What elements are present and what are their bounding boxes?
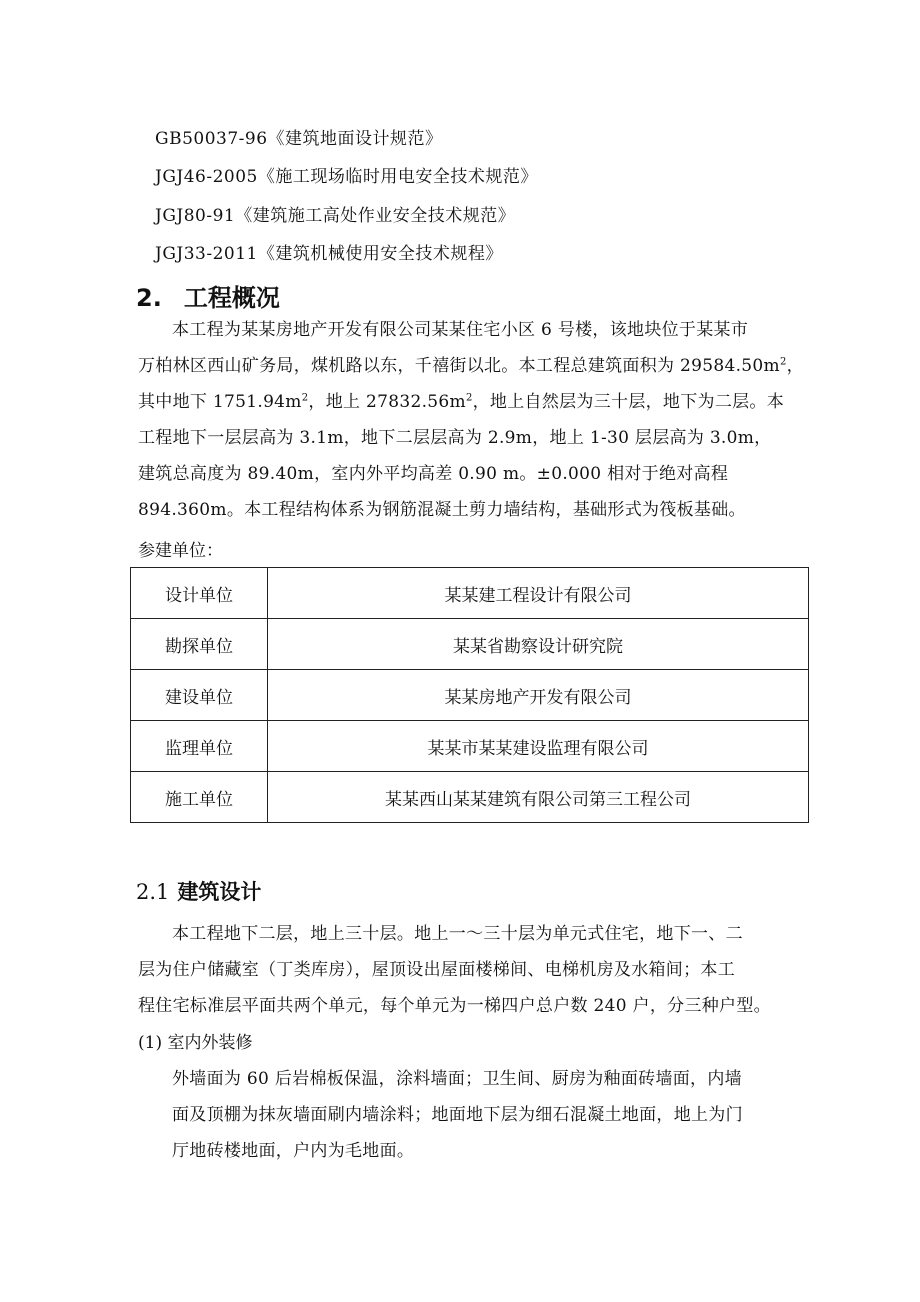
section-heading xyxy=(136,278,280,313)
standard-item: GB50037-96《建筑地面设计规范》 xyxy=(155,129,443,149)
unit-cell: 某某建工程设计有限公司 xyxy=(268,568,809,619)
superscript: 2 xyxy=(301,392,309,404)
overview-paragraph xyxy=(138,312,818,528)
role-cell: 施工单位 xyxy=(131,772,268,823)
line-text: ，地上自然层为三十层，地下为二层。本 xyxy=(472,392,785,412)
role-cell: 监理单位 xyxy=(131,721,268,772)
paragraph-line: 层为住户储藏室（丁类库房），屋顶设出屋面楼梯间、电梯机房及水箱间；本工 xyxy=(138,960,735,980)
line-text: 万柏林区西山矿务局，煤机路以东，千禧街以北。本工程总建筑面积为 29584.50m xyxy=(138,356,780,376)
table-row xyxy=(131,721,809,772)
paragraph-line xyxy=(138,384,818,420)
line-text: 其中地下 1751.94m xyxy=(138,392,302,412)
table-row xyxy=(131,670,809,721)
paragraph-line: 面及顶棚为抹灰墙面刷内墙涂料；地面地下层为细石混凝土地面，地上为门 xyxy=(172,1105,743,1125)
table-row xyxy=(131,772,809,823)
paragraph-line: 894.360m。本工程结构体系为钢筋混凝土剪力墙结构，基础形式为筏板基础。 xyxy=(138,500,746,520)
line-text: ，地上 27832.56m xyxy=(308,392,466,412)
subsection-title: 建筑设计 xyxy=(177,880,262,904)
paragraph-line: 本工程地下二层，地上三十层。地上一～三十层为单元式住宅，地下一、二 xyxy=(172,924,743,944)
unit-cell: 某某西山某某建筑有限公司第三工程公司 xyxy=(268,772,809,823)
participants-label: 参建单位： xyxy=(138,541,223,561)
superscript: 2 xyxy=(465,392,473,404)
unit-cell: 某某市某某建设监理有限公司 xyxy=(268,721,809,772)
paragraph-line: 外墙面为 60 后岩棉板保温，涂料墙面；卫生间、厨房为釉面砖墙面，内墙 xyxy=(172,1069,742,1089)
section-number: 2. xyxy=(136,284,162,312)
unit-cell: 某某房地产开发有限公司 xyxy=(268,670,809,721)
table-row xyxy=(131,619,809,670)
subsection-heading xyxy=(136,876,261,906)
decoration-paragraph xyxy=(172,1061,743,1169)
role-cell: 勘探单位 xyxy=(131,619,268,670)
participants-table xyxy=(130,567,809,823)
table-row xyxy=(131,568,809,619)
superscript: 2 xyxy=(779,356,787,368)
paragraph-line: 厅地砖楼地面，户内为毛地面。 xyxy=(172,1141,415,1161)
decoration-heading: (1) 室内外装修 xyxy=(138,1033,253,1053)
paragraph-line xyxy=(138,348,818,384)
paragraph-line: 建筑总高度为 89.40m，室内外平均高差 0.90 m。±0.000 相对于绝对高程 xyxy=(138,464,729,484)
subsection-number: 2.1 xyxy=(136,880,170,904)
paragraph-line: 程住宅标准层平面共两个单元，每个单元为一梯四户总户数 240 户，分三种户型。 xyxy=(138,996,771,1016)
standard-item: JGJ33-2011《建筑机械使用安全技术规程》 xyxy=(155,244,503,264)
standard-item: JGJ80-91《建筑施工高处作业安全技术规范》 xyxy=(155,206,516,226)
design-paragraph xyxy=(138,916,771,1024)
role-cell: 设计单位 xyxy=(131,568,268,619)
section-title: 工程概况 xyxy=(183,284,280,312)
paragraph-line: 工程地下一层层高为 3.1m，地下二层层高为 2.9m，地上 1-30 层层高为 3.0m， xyxy=(138,428,772,448)
unit-cell: 某某省勘察设计研究院 xyxy=(268,619,809,670)
line-text: ， xyxy=(786,356,804,376)
role-cell: 建设单位 xyxy=(131,670,268,721)
paragraph-line: 本工程为某某房地产开发有限公司某某住宅小区 6 号楼，该地块位于某某市 xyxy=(172,320,749,340)
standard-item: JGJ46-2005《施工现场临时用电安全技术规范》 xyxy=(155,167,538,187)
